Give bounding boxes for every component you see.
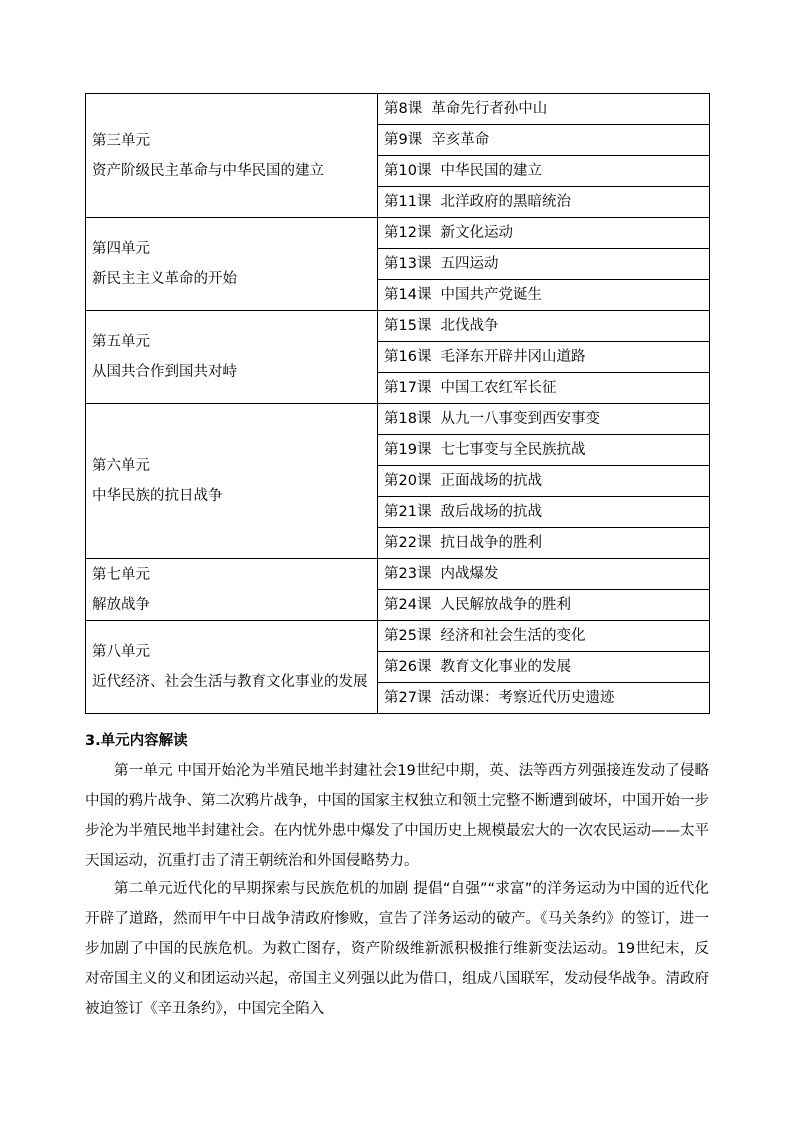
lesson-number: 第10课 [384,163,432,179]
lesson-number: 第19课 [384,442,432,458]
table-row [86,218,710,249]
lesson-name: 中华民国的建立 [440,163,542,179]
lesson-name: 经济和社会生活的变化 [440,628,586,644]
unit-title: 新民主主义革命的开始 [92,271,237,287]
units-lessons-table [85,93,710,714]
unit-cell [86,94,378,218]
units-table-body [86,94,710,714]
unit-title: 从国共合作到国共对峙 [92,364,237,380]
lesson-name: 教育文化事业的发展 [440,659,571,675]
lesson-cell [378,311,710,342]
lesson-number: 第27课 [384,690,432,706]
lesson-number: 第9课 [384,132,423,148]
unit-cell [86,404,378,559]
table-row [86,404,710,435]
lesson-cell [378,373,710,404]
lesson-cell [378,280,710,311]
lesson-name: 新文化运动 [440,225,513,241]
unit-title: 资产阶级民主革命与中华民国的建立 [92,162,324,179]
lesson-number: 第12课 [384,225,432,241]
unit-title: 近代经济、社会生活与教育文化事业的发展 [92,674,368,690]
unit-cell [86,218,378,311]
lesson-name: 七七事变与全民族抗战 [440,442,586,458]
table-row [86,94,710,125]
lesson-name: 毛泽东开辟井冈山道路 [440,349,586,365]
unit-cell [86,311,378,404]
unit-number: 第六单元 [92,458,150,474]
lesson-cell [378,249,710,280]
lesson-cell [378,652,710,683]
unit-2-paragraph: 第二单元近代化的早期探索与民族危机的加剧 提倡“自强”“求富”的洋务运动为中国的近代化开辟了道路，然而甲午中日战争清政府惨败，宣告了洋务运动的破产。《马关条约》的签订，进一步加剧了中国的民族危机。为救亡图存，资产阶级维新派积极推行维新变法运动。19世纪末，反对帝国主义的义和团运动兴起，帝国主义列强以此为借口，组成八国联军，发动侵华战争。清政府被迫签订《辛丑条约》，中国完全陷入 [85,881,709,1017]
lesson-number: 第25课 [384,628,432,644]
lesson-name: 抗日战争的胜利 [440,535,542,551]
lesson-cell [378,94,710,125]
lesson-cell [378,125,710,156]
unit-number: 第八单元 [92,644,150,660]
table-row [86,311,710,342]
lesson-name: 中国工农红军长征 [440,380,557,396]
lesson-number: 第26课 [384,659,432,675]
lesson-number: 第24课 [384,597,432,613]
unit-cell [86,559,378,621]
lesson-number: 第14课 [384,287,432,303]
lesson-number: 第15课 [384,318,432,334]
unit-number: 第七单元 [92,566,150,583]
unit-cell [86,621,378,714]
lesson-cell [378,559,710,590]
lesson-name: 中国共产党诞生 [440,287,542,303]
unit-title: 解放战争 [92,596,150,613]
table-row [86,559,710,590]
lesson-cell [378,621,710,652]
lesson-name: 活动课：考察近代历史遗迹 [440,690,615,706]
lesson-cell [378,187,710,218]
lesson-cell [378,156,710,187]
lesson-cell [378,218,710,249]
lesson-cell [378,683,710,714]
lesson-number: 第20课 [384,473,432,489]
lesson-number: 第11课 [384,194,432,210]
lesson-cell [378,435,710,466]
unit-number: 第五单元 [92,334,150,350]
unit-number: 第三单元 [92,132,150,149]
unit-title: 中华民族的抗日战争 [92,488,223,504]
lesson-number: 第13课 [384,256,432,272]
lesson-cell [378,590,710,621]
lesson-name: 正面战场的抗战 [440,473,542,489]
lesson-cell [378,497,710,528]
lesson-number: 第21课 [384,504,432,520]
unit-1-paragraph: 第一单元 中国开始沦为半殖民地半封建社会19世纪中期，英、法等西方列强接连发动了侵略中国的鸦片战争、第二次鸦片战争，中国的国家主权独立和领土完整不断遭到破坏，中国开始一步步沦为半殖民地半封建社会。在内忧外患中爆发了中国历史上规模最宏大的一次农民运动——太平天国运动，沉重打击了清王朝统治和外国侵略势力。 [85,763,709,869]
lesson-name: 革命先行者孙中山 [431,101,548,117]
lesson-cell [378,342,710,373]
lesson-number: 第23课 [384,566,432,582]
lesson-name: 五四运动 [440,256,499,272]
section-heading: 3.单元内容解读 [85,733,188,749]
table-row [86,621,710,652]
lesson-number: 第16课 [384,349,432,365]
lesson-number: 第8课 [384,101,423,117]
lesson-name: 从九一八事变到西安事变 [440,411,600,427]
unit-number: 第四单元 [92,241,150,257]
lesson-name: 北伐战争 [440,318,499,334]
lesson-name: 北洋政府的黑暗统治 [440,194,571,210]
lesson-cell [378,404,710,435]
lesson-name: 敌后战场的抗战 [440,504,542,520]
lesson-cell [378,466,710,497]
lesson-name: 人民解放战争的胜利 [440,597,571,613]
lesson-number: 第18课 [384,411,432,427]
lesson-number: 第17课 [384,380,432,396]
lesson-name: 辛亥革命 [431,132,490,148]
lesson-cell [378,528,710,559]
lesson-name: 内战爆发 [440,566,499,582]
lesson-number: 第22课 [384,535,432,551]
